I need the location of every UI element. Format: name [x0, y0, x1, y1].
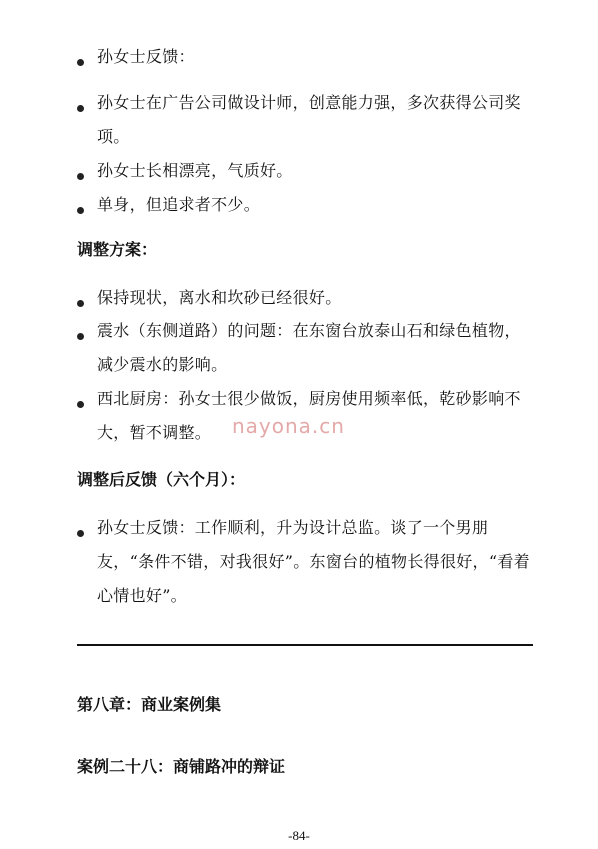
section-heading-adjust: 调整方案：	[77, 240, 158, 259]
bullet-icon	[77, 105, 84, 112]
list-item-text: 单身，但追求者不少。	[97, 195, 261, 214]
list-item-text: 孙女士在广告公司做设计师，创意能力强，多次获得公司奖项。	[97, 93, 521, 146]
page-number: -84-	[288, 828, 310, 843]
chapter-title: 第八章：商业案例集	[77, 695, 222, 714]
watermark-text: nayona.cn	[232, 414, 345, 438]
list-item-text: 孙女士长相漂亮，气质好。	[97, 161, 293, 180]
bullet-icon	[77, 401, 84, 408]
list-item-text: 保持现状，离水和坎砂已经很好。	[97, 288, 342, 307]
list-item-text: 孙女士反馈：工作顺利，升为设计总监。谈了一个男朋友，“条件不错，对我很好”。东窗台的植物长得很好，“看着心情也好”。	[97, 518, 530, 605]
bullet-icon	[77, 300, 84, 307]
list-item-text: 西北厨房：孙女士很少做饭，厨房使用频率低，乾砂影响不大，暂不调整。	[97, 389, 521, 442]
bullet-icon	[77, 530, 84, 537]
section-heading-after: 调整后反馈（六个月）：	[77, 470, 246, 489]
list-item-text: 孙女士反馈：	[97, 47, 195, 66]
list-item-text: 震水（东侧道路）的问题：在东窗台放泰山石和绿色植物，减少震水的影响。	[97, 321, 521, 374]
bullet-icon	[77, 173, 84, 180]
horizontal-divider	[77, 644, 533, 646]
bullet-icon	[77, 207, 84, 214]
case-title: 案例二十八：商铺路冲的辩证	[77, 757, 286, 776]
bullet-icon	[77, 59, 84, 66]
bullet-icon	[77, 333, 84, 340]
